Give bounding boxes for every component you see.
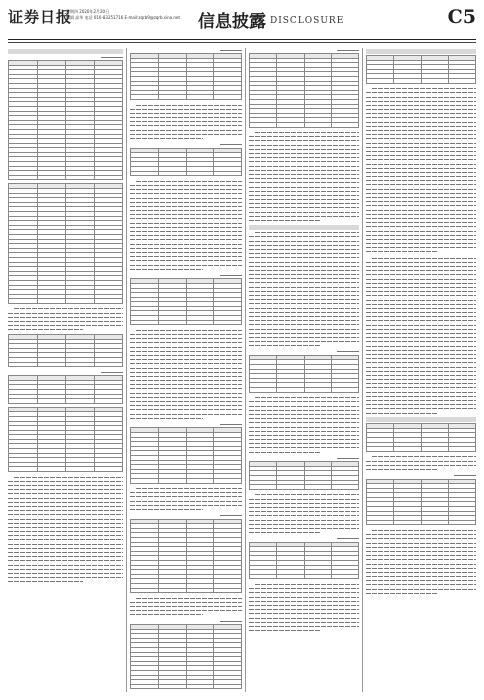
- table-row: [131, 320, 242, 325]
- table-cell: [304, 388, 331, 393]
- table-row: [131, 684, 242, 689]
- unit-note: [249, 48, 359, 52]
- table-row: [250, 388, 359, 393]
- newspaper-logo: 证券日报: [8, 8, 73, 26]
- unit-note: [249, 537, 359, 541]
- column-4: [366, 48, 476, 692]
- table-cell: [186, 478, 214, 483]
- table-row: [9, 175, 123, 180]
- section-title-en: DISCLOSURE: [270, 16, 345, 26]
- table-cell: [158, 684, 186, 689]
- table-cell: [448, 520, 475, 525]
- table-cell: [214, 478, 242, 483]
- text-line: [366, 411, 476, 415]
- table-cell: [158, 588, 186, 593]
- table-cell: [186, 320, 214, 325]
- text-paragraph: [249, 131, 359, 223]
- data-table: [366, 479, 476, 526]
- text-paragraph: [130, 179, 242, 271]
- unit-note: [249, 350, 359, 354]
- table-cell: [186, 684, 214, 689]
- table-row: [9, 399, 123, 404]
- table-cell: [66, 467, 95, 472]
- data-table: [130, 519, 242, 594]
- text-paragraph: [130, 103, 242, 141]
- column-divider: [245, 48, 246, 692]
- table-cell: [94, 399, 123, 404]
- text-line: [366, 591, 476, 595]
- table-cell: [250, 485, 277, 490]
- column-1: [8, 48, 123, 692]
- table-cell: [331, 122, 358, 127]
- table-cell: [158, 171, 186, 176]
- table-cell: [421, 520, 448, 525]
- table-cell: [367, 520, 394, 525]
- table-cell: [37, 399, 66, 404]
- table-cell: [37, 467, 66, 472]
- table-cell: [250, 574, 277, 579]
- data-table: [130, 148, 242, 177]
- text-line: [249, 344, 359, 348]
- table-cell: [94, 175, 123, 180]
- table-row: [131, 171, 242, 176]
- table-cell: [131, 320, 159, 325]
- table-cell: [131, 171, 159, 176]
- text-paragraph: [366, 455, 476, 472]
- data-table: [8, 334, 123, 367]
- table-cell: [158, 320, 186, 325]
- data-table: [249, 355, 359, 393]
- page-number: C5: [447, 6, 476, 28]
- table-cell: [331, 485, 358, 490]
- table-cell: [66, 362, 95, 367]
- text-line: [8, 580, 123, 584]
- table-cell: [9, 467, 38, 472]
- text-paragraph: [130, 487, 242, 512]
- table-cell: [304, 574, 331, 579]
- unit-note: [130, 273, 242, 277]
- table-row: [131, 478, 242, 483]
- table-cell: [214, 320, 242, 325]
- column-divider: [126, 48, 127, 692]
- table-cell: [37, 299, 66, 304]
- table-cell: [214, 588, 242, 593]
- text-line: [130, 416, 242, 420]
- table-row: [131, 95, 242, 100]
- table-cell: [448, 78, 475, 83]
- data-table: [366, 423, 476, 452]
- text-line: [249, 218, 359, 222]
- column-3: [249, 48, 359, 692]
- unit-note: [130, 422, 242, 426]
- table-cell: [214, 95, 242, 100]
- table-cell: [94, 362, 123, 367]
- table-cell: [331, 388, 358, 393]
- text-paragraph: [8, 475, 123, 584]
- table-row: [9, 299, 123, 304]
- unit-note: [8, 55, 123, 59]
- data-table: [8, 375, 123, 404]
- column-2: [130, 48, 242, 692]
- table-cell: [9, 299, 38, 304]
- table-cell: [94, 299, 123, 304]
- data-table: [130, 427, 242, 483]
- table-cell: [277, 388, 304, 393]
- unit-note: [249, 456, 359, 460]
- text-paragraph: [366, 528, 476, 595]
- masthead: [8, 6, 476, 36]
- text-line: [130, 613, 242, 617]
- table-cell: [214, 684, 242, 689]
- table-cell: [304, 485, 331, 490]
- table-row: [9, 467, 123, 472]
- table-cell: [186, 588, 214, 593]
- table-cell: [421, 447, 448, 452]
- table-cell: [37, 175, 66, 180]
- unit-note: [366, 474, 476, 478]
- table-cell: [158, 95, 186, 100]
- issue-meta: [66, 9, 216, 21]
- table-row: [367, 447, 476, 452]
- text-line: [8, 328, 123, 332]
- table-cell: [394, 520, 421, 525]
- table-row: [250, 122, 359, 127]
- table-cell: [66, 175, 95, 180]
- text-line: [366, 467, 476, 471]
- block-title-bar: [249, 225, 359, 230]
- text-paragraph: [249, 493, 359, 535]
- table-cell: [250, 388, 277, 393]
- masthead-rule: [8, 39, 476, 40]
- table-cell: [448, 447, 475, 452]
- text-paragraph: [130, 328, 242, 420]
- data-table: [130, 278, 242, 325]
- table-cell: [277, 122, 304, 127]
- text-line: [249, 629, 359, 633]
- table-cell: [66, 399, 95, 404]
- table-cell: [94, 467, 123, 472]
- table-cell: [9, 175, 38, 180]
- section-title: 信息披露: [198, 12, 266, 32]
- table-cell: [186, 95, 214, 100]
- text-paragraph: [366, 87, 476, 255]
- unit-note: [130, 619, 242, 623]
- block-title-bar: [8, 49, 123, 54]
- table-cell: [131, 478, 159, 483]
- data-table: [366, 55, 476, 84]
- table-cell: [277, 574, 304, 579]
- data-table: [249, 53, 359, 128]
- data-table: [8, 60, 123, 180]
- text-paragraph: [8, 307, 123, 332]
- table-cell: [66, 299, 95, 304]
- table-row: [250, 574, 359, 579]
- table-cell: [9, 399, 38, 404]
- table-cell: [367, 447, 394, 452]
- text-paragraph: [249, 396, 359, 455]
- editor-contact: 编辑 高华 电话 010-83251716 E-mail:zqrb9@zqrb.sina.net: [66, 15, 180, 20]
- table-cell: [9, 362, 38, 367]
- table-cell: [186, 171, 214, 176]
- text-paragraph: [130, 596, 242, 617]
- table-cell: [131, 95, 159, 100]
- unit-note: [130, 514, 242, 518]
- data-table: [130, 53, 242, 100]
- masthead-rule-thin: [8, 42, 476, 43]
- table-row: [250, 485, 359, 490]
- table-cell: [37, 362, 66, 367]
- table-cell: [394, 78, 421, 83]
- table-cell: [394, 447, 421, 452]
- text-line: [130, 136, 242, 140]
- unit-note: [130, 143, 242, 147]
- block-title-bar: [366, 417, 476, 422]
- table-row: [367, 520, 476, 525]
- text-paragraph: [366, 256, 476, 415]
- text-line: [249, 450, 359, 454]
- table-cell: [367, 78, 394, 83]
- data-table: [8, 407, 123, 472]
- table-cell: [214, 171, 242, 176]
- text-paragraph: [249, 582, 359, 632]
- text-line: [366, 250, 476, 254]
- block-title-bar: [366, 49, 476, 54]
- text-line: [130, 267, 242, 271]
- table-cell: [131, 588, 159, 593]
- data-table: [8, 183, 123, 303]
- data-table: [249, 461, 359, 490]
- column-divider: [362, 48, 363, 692]
- table-row: [9, 362, 123, 367]
- table-cell: [158, 478, 186, 483]
- text-line: [249, 531, 359, 535]
- unit-note: [8, 370, 123, 374]
- unit-note: [130, 48, 242, 52]
- data-table: [130, 624, 242, 689]
- data-table: [249, 542, 359, 580]
- text-paragraph: [249, 231, 359, 348]
- table-cell: [331, 574, 358, 579]
- text-line: [130, 507, 242, 511]
- table-cell: [304, 122, 331, 127]
- table-cell: [250, 122, 277, 127]
- table-cell: [131, 684, 159, 689]
- issue-date: 星期四 2020年2月20日: [66, 9, 110, 14]
- table-row: [367, 78, 476, 83]
- table-row: [131, 588, 242, 593]
- table-cell: [421, 78, 448, 83]
- table-cell: [277, 485, 304, 490]
